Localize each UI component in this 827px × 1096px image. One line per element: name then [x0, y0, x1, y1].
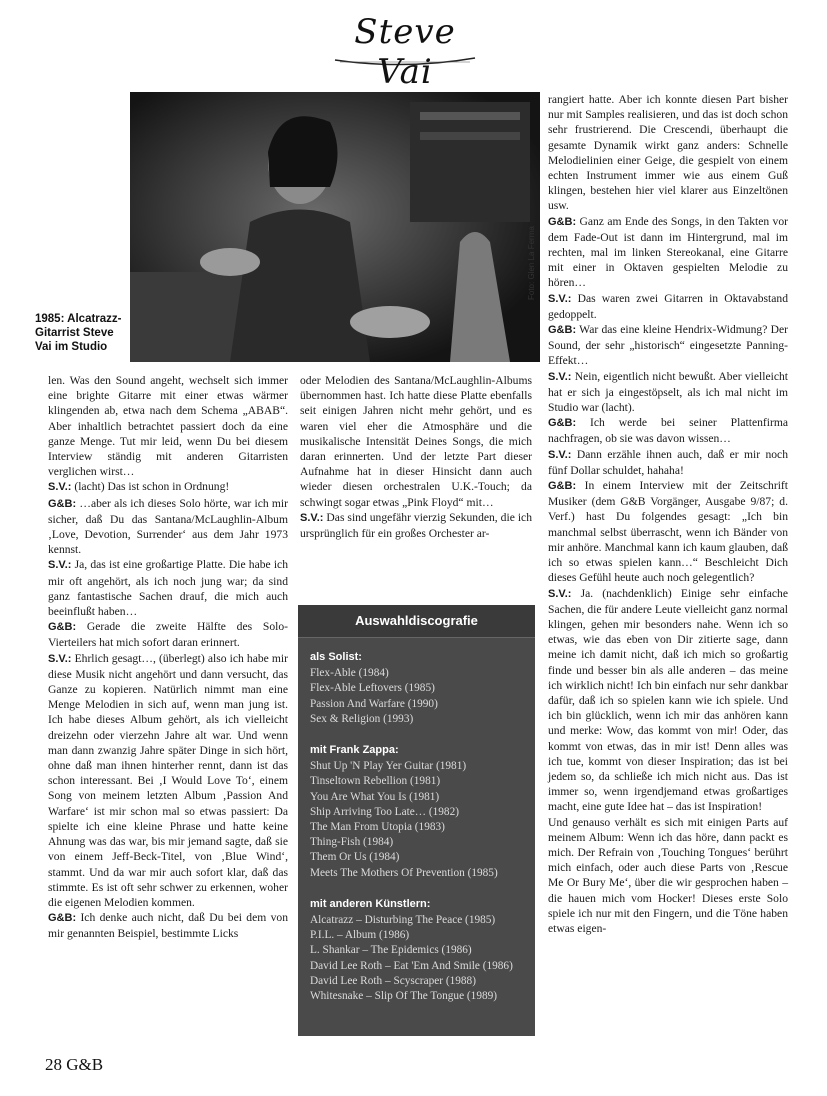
- speaker-label: S.V.:: [48, 559, 72, 572]
- discography-item: David Lee Roth – Scyscraper (1988): [310, 974, 476, 987]
- speaker-label: S.V.:: [48, 652, 72, 665]
- paragraph: [548, 478, 788, 585]
- speaker-label: S.V.:: [548, 448, 572, 461]
- article-column-2: [300, 373, 532, 541]
- paragraph: oder Melodien des Santana/McLaughlin-Albums übernommen hast. Ich hatte diese Platte ebenfalls seit einigen Jahren nicht mehr gehört, und es waren viel eher die Atmosphäre und die musikalische Intensität Deines Songs, die mich daran erinnerten. Und der letzte Part dieser Aufnahme hat in dieser Hinsicht dann auch wieder diesen orchestralen U.K.-Touch; da schwingt sogar etwas „Pink Floyd“ mit…: [300, 374, 532, 509]
- paragraph: [48, 496, 288, 558]
- speaker-label: G&B:: [548, 324, 577, 337]
- artist-photo: [130, 92, 540, 362]
- discography-item: Whitesnake – Slip Of The Tongue (1989): [310, 990, 498, 1003]
- speaker-label: G&B:: [48, 912, 77, 925]
- article-column-3: [548, 92, 788, 936]
- magazine-logo: [330, 12, 480, 92]
- discography-item: David Lee Roth – Eat 'Em And Smile (1986): [310, 959, 513, 972]
- discography-list: [310, 759, 523, 881]
- paragraph: [548, 369, 788, 416]
- paragraph: [48, 910, 288, 941]
- photo-illustration: [130, 92, 540, 362]
- speaker-label: G&B:: [548, 480, 577, 493]
- discography-item: Shut Up 'N Play Yer Guitar (1981): [310, 760, 467, 773]
- paragraph-text: War das eine kleine Hendrix-Widmung? Der Sound, der sehr „historisch“ eingesetzte Panning-Effekt…: [548, 323, 788, 368]
- paragraph-text: In einem Interview mit der Zeitschrift Musiker (dem G&B Vorgänger, Ausgabe 9/87; d. Verf.) hast Du folgendes gesagt: „Ich bin manchmal selbst überrascht, wenn ich Bänder von mir anhöre. Manchmal kann ich kaum glauben, daß ich so etwas spielen kann…“ Beschleicht Dich dieses Gefühl heute auch noch gelegentlich?: [548, 479, 788, 585]
- discography-section-heading: mit anderen Künstlern:: [310, 897, 431, 910]
- discography-section-heading: mit Frank Zappa:: [310, 744, 399, 757]
- discography-item: P.I.L. – Album (1986): [310, 929, 410, 942]
- paragraph: [48, 479, 288, 495]
- paragraph-text: (lacht) Das ist schon in Ordnung!: [71, 480, 230, 494]
- discography-item: Meets The Mothers Of Prevention (1985): [310, 866, 498, 879]
- discography-item: Them Or Us (1984): [310, 851, 400, 864]
- paragraph-text: Ja. (nachdenklich) Einige sehr einfache Sachen, die für andere Leute vielleicht ganz normal klingen, gehen mir besonders nahe. Wenn ich so etwas, wie das eben von Dir zitierte sage, dann meine ich damit nicht, daß ich mich so großartig finde und besser bin als alle anderen – das meine ich wirklich nicht! Ich bin einfach nur sehr dankbar dafür, daß ich so spielen kann wie ich spiele. Und ich bin glücklich, wenn ich mir das anhören kann und merke: Wow, das kommt von mir! Oder, das kommt von etwas, das in mir ist! Denn alles was ich tue, kommt von dieser Inspiration; das ist bei jedem so, da schließe ich mich nicht aus. Das ist immer so, wenn irgendjemand etwas großartiges macht, eine gute Idee hat – das ist Inspiration!: [548, 586, 788, 814]
- discography-list: [310, 666, 523, 727]
- discography-item: Alcatrazz – Disturbing The Peace (1985): [310, 914, 496, 927]
- paragraph-text: Das sind ungefähr vierzig Sekunden, die ich ursprünglich für ein großes Orchester ar-: [300, 510, 532, 541]
- discography-box: [298, 605, 535, 1036]
- paragraph-text: Ja, das ist eine großartige Platte. Die habe ich mir oft angehört, als ich noch jung war; da sind ganz fantastische Sachen drauf, die mich auch beeinflußt haben…: [48, 558, 288, 619]
- paragraph: [548, 447, 788, 478]
- discography-body: [298, 638, 535, 1004]
- paragraph: [48, 619, 288, 650]
- speaker-label: S.V.:: [548, 292, 572, 305]
- paragraph-text: Ich werde bei seiner Plattenfirma nachfragen, ob sie was davon wissen…: [548, 416, 788, 446]
- paragraph-text: Gerade die zweite Hälfte des Solo-Vierteilers hat mich sofort daran erinnert.: [48, 620, 288, 650]
- paragraph-text: Ehrlich gesagt…, (überlegt) also ich habe mir diese Musik nicht angehört und dann versucht, das Ganze zu kopieren. Natürlich nimmt man eine Menge Melodien in sich auf, wenn man jung ist. Ich habe dieses Album gehört, als ich vielleicht dreizehn oder vierzehn Jahre alt war. Und wenn man dann zwanzig Jahre später Dinge in sich hört, ohne daß man ihnen hinterher rennt, dann ist das schon interessant. Bei ‚I Would Love To‘, einem Song von meinem letzten Album ‚Passion And Warfare‘ ist mir schon mal so etwas passiert: Da spielte ich eine kleine Phrase und hatte keine Ahnung was das war, bis mir jemand sagte, daß sie von einem Jeff-Beck-Titel, von ‚Blue Wind‘, stammt. Und da war mir auch sofort klar, daß das stimmte. Es ist oft sehr schwer zu erkennen, woher die eigenen Melodien kommen.: [48, 651, 288, 909]
- discography-item: Flex-Able (1984): [310, 667, 389, 680]
- paragraph: Und genauso verhält es sich mit einigen Parts auf meinem Album: Wenn ich das höre, dann packt es mich. Der Refrain von ‚Touching Tongues‘ berührt mich einfach, oder auch diese Parts von ‚Rescue Me Or Bury Me‘, über die wir gesprochen haben – die hauen mich vom Hocker! Dieses erste Solo spiele ich nur mit den Fingern, und die Töne haben etwas eigen-: [548, 815, 788, 935]
- discography-item: Tinseltown Rebellion (1981): [310, 775, 441, 788]
- discography-item: Thing-Fish (1984): [310, 836, 394, 849]
- paragraph: [548, 291, 788, 322]
- logo-text: Steve Vai: [354, 12, 456, 92]
- photo-credit: Foto: Glen La Ferma: [527, 226, 536, 300]
- paragraph: [548, 415, 788, 446]
- paragraph-text: Ganz am Ende des Songs, in den Takten vor dem Fade-Out ist dann im Hintergrund, mal im rechten, mal im linken Stereokanal, eine Gitarre mit einer in Oktaven gespielten Melodie zu hören…: [548, 214, 788, 290]
- paragraph-text: Das waren zwei Gitarren in Oktavabstand gedoppelt.: [548, 291, 788, 321]
- discography-item: L. Shankar – The Epidemics (1986): [310, 944, 472, 957]
- paragraph: [48, 557, 288, 619]
- discography-item: Ship Arriving Too Late… (1982): [310, 805, 459, 818]
- discography-item: Sex & Religion (1993): [310, 712, 414, 725]
- speaker-label: G&B:: [548, 417, 577, 430]
- paragraph: [548, 322, 788, 369]
- paragraph-text: …aber als ich dieses Solo hörte, war ich mir sicher, daß Du das Santana/McLaughlin-Album ‚Love, Devotion, Surrender‘ aus dem Jahr 1973 kennst.: [48, 496, 288, 557]
- speaker-label: G&B:: [48, 497, 77, 510]
- paragraph: [300, 510, 532, 541]
- photo-caption: 1985: Alcatrazz-Gitarrist Steve Vai im Studio: [35, 313, 122, 353]
- paragraph: [48, 651, 288, 910]
- paragraph-text: Ich denke auch nicht, daß Du bei dem von mir genannten Beispiel, bestimmte Licks: [48, 911, 288, 941]
- paragraph: [548, 214, 788, 291]
- discography-title: Auswahldiscografie: [298, 605, 535, 638]
- speaker-label: G&B:: [48, 621, 77, 634]
- paragraph: rangiert hatte. Aber ich konnte diesen Part bisher nur mit Samples realisieren, und das ist doch schon sehr frustrierend. Die Crescendi, überhaupt die gesamte Dynamik wirkt ganz anders: Schnelle Melodielinien einer Geige, die gespielt von einem echten Instrument immer wie aus einem Guß klingen, bestehen hier viel klarer aus Einzeltönen usw.: [548, 93, 788, 213]
- speaker-label: S.V.:: [548, 587, 572, 600]
- discography-item: You Are What You Is (1981): [310, 790, 440, 803]
- paragraph: len. Was den Sound angeht, wechselt sich immer eine brighte Gitarre mit einer etwas wärmer klingenden ab, etwa nach dem Schema „ABAB“. Aber inhaltlich betrachtet passiert doch da eine ganze Menge. Tut mir leid, wenn Du bei diesem Interview ständig mit anderen Gitarristen verglichen wirst…: [48, 374, 288, 479]
- page-footer: 28 G&B: [45, 1055, 104, 1074]
- speaker-label: S.V.:: [48, 481, 72, 494]
- discography-list: [310, 913, 523, 1004]
- discography-item: The Man From Utopia (1983): [310, 821, 445, 834]
- discography-item: Passion And Warfare (1990): [310, 697, 438, 710]
- discography-item: Flex-Able Leftovers (1985): [310, 682, 435, 695]
- discography-section-heading: als Solist:: [310, 651, 362, 663]
- paragraph: [548, 586, 788, 815]
- paragraph-text: Dann erzähle ihnen auch, daß er mir noch fünf Dollar schuldet, hahaha!: [548, 447, 788, 477]
- article-column-1: [48, 373, 288, 942]
- speaker-label: S.V.:: [548, 370, 572, 383]
- speaker-label: G&B:: [548, 215, 577, 228]
- speaker-label: S.V.:: [300, 511, 324, 524]
- paragraph-text: Nein, eigentlich nicht bewußt. Aber vielleicht hat er sich ja eingestöpselt, als ich mal nicht im Studio war (lacht).: [548, 369, 788, 415]
